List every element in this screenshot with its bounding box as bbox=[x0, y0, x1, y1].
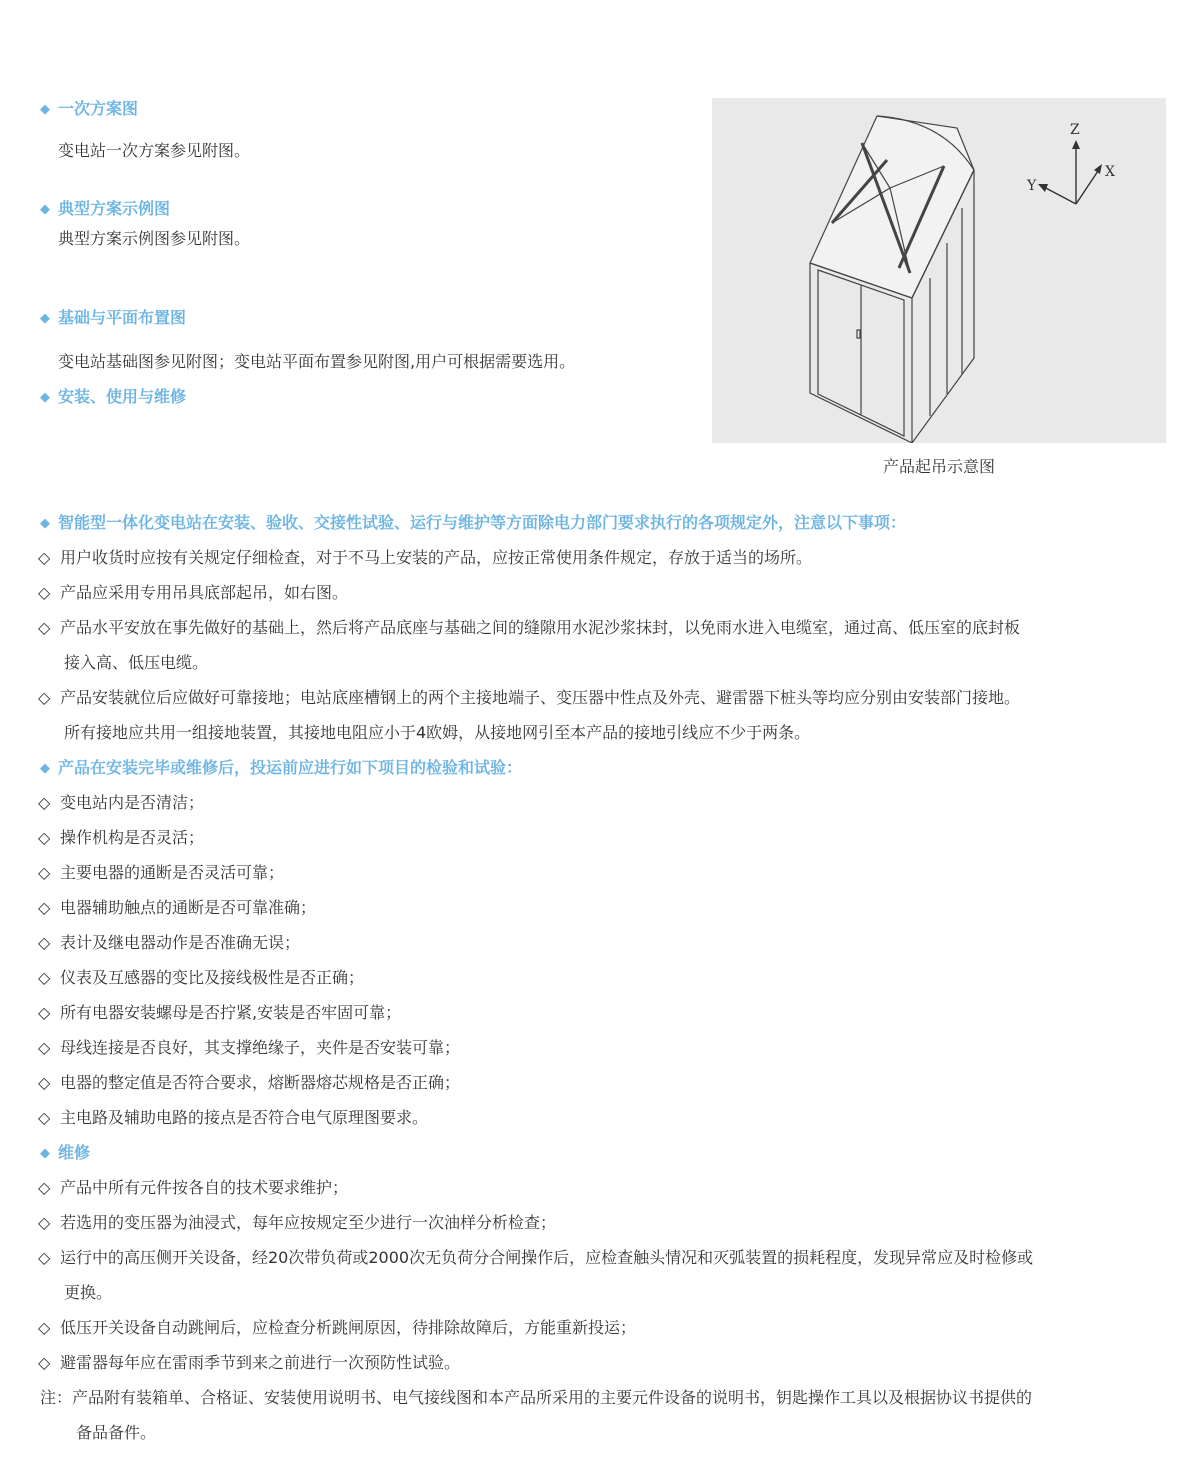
footnote-continuation: 备品备件。 bbox=[76, 1423, 157, 1442]
list-item: ◇ 运行中的高压侧开关设备，经20次带负荷或2000次无负荷分合闸操作后，应检查触头情况和灭弧装置的损耗程度，发现异常应及时检修或 bbox=[38, 1248, 1034, 1267]
lifting-diagram bbox=[712, 98, 1166, 443]
substation-lifting-illustration bbox=[712, 98, 1166, 443]
hollow-diamond-icon: ◇ bbox=[38, 793, 51, 812]
figure-caption: 产品起吊示意图 bbox=[882, 457, 995, 476]
list-item: ◇ 产品中所有元件按各自的技术要求维护； bbox=[38, 1178, 349, 1197]
list-item: ◇ 母线连接是否良好，其支撑绝缘子，夹件是否安装可靠； bbox=[38, 1038, 461, 1057]
list-item: ◇ 主要电器的通断是否灵活可靠； bbox=[38, 863, 285, 882]
hollow-diamond-icon: ◇ bbox=[38, 1073, 51, 1092]
heading-pre-operation-checks: ◆ 产品在安装完毕或维修后，投运前应进行如下项目的检验和试验： bbox=[40, 758, 523, 777]
hollow-diamond-icon: ◇ bbox=[38, 828, 51, 847]
axis-z-label: Z bbox=[1070, 122, 1080, 138]
axis-x-label: X bbox=[1105, 164, 1115, 180]
list-item: ◇ 仪表及互感器的变比及接线极性是否正确； bbox=[38, 968, 365, 987]
hollow-diamond-icon: ◇ bbox=[38, 1318, 51, 1337]
heading-foundation-layout: ◆ 基础与平面布置图 bbox=[40, 308, 187, 327]
footnote: 注：产品附有装箱单、合格证、安装使用说明书、电气接线图和本产品所采用的主要元件设备的说明书，钥匙操作工具以及根据协议书提供的 bbox=[40, 1388, 1033, 1407]
list-item: ◇ 避雷器每年应在雷雨季节到来之前进行一次预防性试验。 bbox=[38, 1353, 461, 1372]
heading-install-notes: ◆ 智能型一体化变电站在安装、验收、交接性试验、运行与维护等方面除电力部门要求执行的各项规定外，注意以下事项： bbox=[40, 513, 907, 532]
list-item: ◇ 产品水平安放在事先做好的基础上，然后将产品底座与基础之间的缝隙用水泥沙浆抹封，以免雨水进入电缆室，通过高、低压室的底封板 bbox=[38, 618, 1021, 637]
hollow-diamond-icon: ◇ bbox=[38, 1248, 51, 1267]
diamond-bullet-icon: ◆ bbox=[40, 1146, 50, 1161]
primary-scheme-text: 变电站一次方案参见附图。 bbox=[58, 141, 251, 160]
list-item: ◇ 产品安装就位后应做好可靠接地；电站底座槽钢上的两个主接地端子、变压器中性点及外壳、避雷器下桩头等均应分别由安装部门接地。 bbox=[38, 688, 1021, 707]
heading-install-use-maintain: ◆ 安装、使用与维修 bbox=[40, 387, 187, 406]
list-item-continuation: 更换。 bbox=[64, 1283, 113, 1302]
list-item: ◇ 用户收货时应按有关规定仔细检查，对于不马上安装的产品，应按正常使用条件规定，存放于适当的场所。 bbox=[38, 548, 813, 567]
list-item: ◇ 主电路及辅助电路的接点是否符合电气原理图要求。 bbox=[38, 1108, 429, 1127]
typical-scheme-text: 典型方案示例图参见附图。 bbox=[58, 229, 251, 248]
diamond-bullet-icon: ◆ bbox=[40, 102, 50, 117]
list-item-continuation: 接入高、低压电缆。 bbox=[64, 653, 209, 672]
list-item: ◇ 产品应采用专用吊具底部起吊，如右图。 bbox=[38, 583, 349, 602]
diamond-bullet-icon: ◆ bbox=[40, 311, 50, 326]
list-item: ◇ 变电站内是否清洁； bbox=[38, 793, 205, 812]
list-item: ◇ 所有电器安装螺母是否拧紧,安装是否牢固可靠； bbox=[38, 1003, 402, 1022]
hollow-diamond-icon: ◇ bbox=[38, 968, 51, 987]
diamond-bullet-icon: ◆ bbox=[40, 202, 50, 217]
hollow-diamond-icon: ◇ bbox=[38, 933, 51, 952]
list-item: ◇ 操作机构是否灵活； bbox=[38, 828, 205, 847]
heading-typical-scheme: ◆ 典型方案示例图 bbox=[40, 199, 171, 218]
diamond-bullet-icon: ◆ bbox=[40, 516, 50, 531]
hollow-diamond-icon: ◇ bbox=[38, 618, 51, 637]
axis-y-label: Y bbox=[1027, 178, 1037, 194]
hollow-diamond-icon: ◇ bbox=[38, 898, 51, 917]
foundation-layout-text: 变电站基础图参见附图；变电站平面布置参见附图,用户可根据需要选用。 bbox=[58, 352, 576, 371]
hollow-diamond-icon: ◇ bbox=[38, 1213, 51, 1232]
list-item: ◇ 表计及继电器动作是否准确无误； bbox=[38, 933, 301, 952]
hollow-diamond-icon: ◇ bbox=[38, 1038, 51, 1057]
list-item: ◇ 电器的整定值是否符合要求，熔断器熔芯规格是否正确； bbox=[38, 1073, 461, 1092]
list-item: ◇ 若选用的变压器为油浸式，每年应按规定至少进行一次油样分析检查； bbox=[38, 1213, 557, 1232]
list-item-continuation: 所有接地应共用一组接地装置，其接地电阻应小于4欧姆，从接地网引至本产品的接地引线应不少于两条。 bbox=[64, 723, 811, 742]
hollow-diamond-icon: ◇ bbox=[38, 1178, 51, 1197]
list-item: ◇ 电器辅助触点的通断是否可靠准确； bbox=[38, 898, 317, 917]
diamond-bullet-icon: ◆ bbox=[40, 761, 50, 776]
heading-maintenance: ◆ 维修 bbox=[40, 1143, 91, 1162]
hollow-diamond-icon: ◇ bbox=[38, 1108, 51, 1127]
hollow-diamond-icon: ◇ bbox=[38, 548, 51, 567]
hollow-diamond-icon: ◇ bbox=[38, 863, 51, 882]
hollow-diamond-icon: ◇ bbox=[38, 688, 51, 707]
heading-primary-scheme: ◆ 一次方案图 bbox=[40, 99, 139, 118]
hollow-diamond-icon: ◇ bbox=[38, 583, 51, 602]
diamond-bullet-icon: ◆ bbox=[40, 390, 50, 405]
hollow-diamond-icon: ◇ bbox=[38, 1003, 51, 1022]
hollow-diamond-icon: ◇ bbox=[38, 1353, 51, 1372]
list-item: ◇ 低压开关设备自动跳闸后，应检查分析跳闸原因，待排除故障后，方能重新投运； bbox=[38, 1318, 637, 1337]
